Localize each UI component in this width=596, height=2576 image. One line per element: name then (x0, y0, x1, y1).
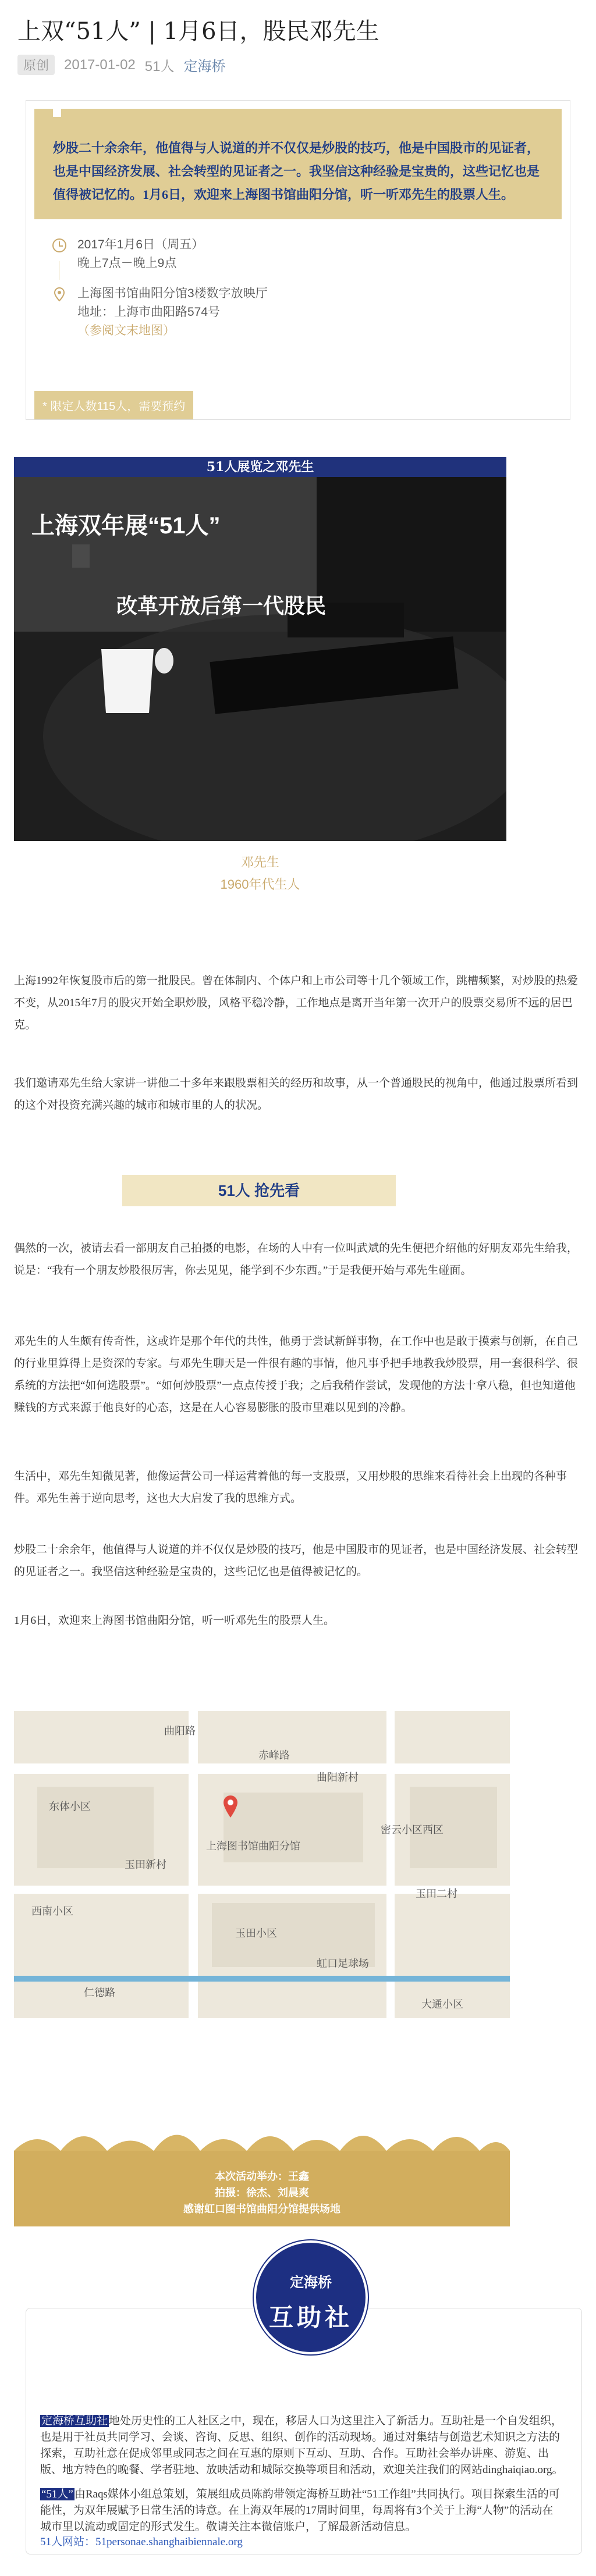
event-intro-text: 炒股二十余余年，他值得与人说道的并不仅仅是炒股的技巧，他是中国股市的见证者，也是中国经济发展、社会转型的见证者之一。我坚信这种经验是宝贵的，这些记忆也是值得被记忆的。1月6日，欢迎来上海图书馆曲阳分馆，听一听邓先生的股票人生。 (53, 141, 540, 202)
photo-caption-name: 邓先生 (240, 855, 279, 870)
paragraph-meeting: 偶然的一次，被请去看一部朋友自己拍摄的电影，在场的人中有一位叫武斌的先生便把介绍他的好朋友邓先生给我，说是：“我有一个朋友炒股很厉害，你去见见，能学到不少东西。”于是我便开始与邓先生碰面。 (14, 1242, 579, 1277)
map-label: 曲阳路 (164, 1725, 196, 1737)
credits-banner (14, 2064, 510, 2226)
paragraph-closing: 1月6日，欢迎来上海图书馆曲阳分馆，听一听邓先生的股票人生。 (14, 1615, 335, 1627)
event-place-row (52, 284, 544, 340)
project-desc-text: 由Raqs媒体小组总策划，策展组成员陈韵带领定海桥互助社“51工作组”共同执行。项目探索生活的可能性，为双年展赋予日常生活的诗意。在上海双年展的17周时间里，每周将有3个关于上海“人物”的活动在城市里以流动或固定的形式发生。敬请关注本微信账户，了解最新活动信息。 (40, 2488, 560, 2533)
credits-thanks: 感谢虹口图书馆曲阳分馆提供场地 (183, 2203, 340, 2215)
clock-icon (52, 238, 67, 253)
project-name: “51人” (41, 2488, 73, 2500)
project-description (40, 2486, 564, 2535)
paragraph-intro: 上海1992年恢复股市后的第一批股民。曾在体制内、个体户和上市公司等十几个领域工作，跳槽频繁，对炒股的热爱不变，从2015年7月的股灾开始全职炒股，风格平稳冷静，工作地点是离开当年第一次开户的股票交易所不远的居巴克。 (14, 975, 579, 1031)
map-label: 赤峰路 (258, 1750, 290, 1761)
location-map[interactable] (14, 1711, 510, 2018)
map-label: 东体小区 (49, 1801, 91, 1812)
original-badge: 原创 (17, 55, 55, 75)
event-intro-box (34, 109, 562, 219)
map-label: 西南小区 (31, 1905, 73, 1917)
website-label: 51人网站： (40, 2536, 96, 2548)
paragraph-invitation: 我们邀请邓先生给大家讲一讲他二十多年来跟股票相关的经历和故事，从一个普通股民的视角中，他通过股票所看到的这个对投资充满兴趣的城市和城市里的人的状况。 (14, 1077, 579, 1111)
event-time-row (52, 236, 544, 273)
event-venue: 上海图书馆曲阳分馆3楼数字放映厅 (77, 287, 268, 300)
location-pin-icon (52, 287, 67, 302)
event-hours: 晚上7点－晚上9点 (77, 256, 177, 270)
credits-organizer: 本次活动举办：王鑫 (215, 2171, 309, 2182)
hero-banner: 51人展览之邓先生 (14, 457, 506, 477)
hero-title: 上海双年展“51人” (31, 513, 221, 539)
author-link[interactable]: 定海桥 (183, 59, 226, 74)
hero-photo (14, 457, 506, 841)
section-heading (122, 1175, 396, 1206)
event-address: 地址：上海市曲阳路574号 (77, 305, 221, 319)
hero-subtitle: 改革开放后第一代股民 (116, 594, 327, 618)
map-label: 密云小区西区 (381, 1824, 444, 1836)
org-desc-text: 地处历史性的工人社区之中，现在，移居人口为这里注入了新活力。互助社是一个自发组织，也是用于社员共同学习、会谈、咨询、反思、组织、创作的活动现场。通过对集结与创造艺术知识之方法的探索，互助社意在促成邻里或同志之间在互惠的原则下互动、互助、合作。互助社会举办讲座、游览、出版、地方特色的晚餐、学者驻地、放映活动和城际交换等项目和活动，欢迎关注我们的网站dinghaiqiao.org。 (40, 2415, 563, 2476)
map-label: 曲阳新村 (317, 1772, 359, 1783)
paragraph-character: 邓先生的人生颇有传奇性，这或许是那个年代的共性，他勇于尝试新鲜事物，在工作中也是敢于摸索与创新，在自己的行业里算得上是资深的专家。与邓先生聊天是一件很有趣的事情，他凡事乎把手地教我炒股票，用一套很科学、很系统的方法把“如何选股票”。“如何炒股票”一点点传授于我；之后我稍作尝试，发现他的方法十拿八稳，但也知道他赚钱的方式来源于他良好的心态，这是在人心容易膨胀的股市里难以见到的冷静。 (14, 1335, 579, 1414)
map-label: 玉田新村 (125, 1859, 166, 1870)
paragraph-witness: 炒股二十余余年，他值得与人说道的并不仅仅是炒股的技巧，他是中国股市的见证者，也是中国经济发展、社会转型的见证者之一。我坚信这种经验是宝贵的，这些记忆也是值得被记忆的。 (14, 1544, 579, 1578)
map-label: 虹口足球场 (317, 1958, 369, 1969)
capacity-note: * 限定人数115人，需要预约 (34, 391, 193, 419)
map-reference-link[interactable]: （参阅文末地图） (77, 324, 175, 337)
article-header (0, 0, 596, 75)
photo-caption-era: 1960年代生人 (220, 877, 300, 892)
logo-top-text: 定海桥 (290, 2275, 332, 2290)
article-meta (17, 55, 579, 75)
dinghaiqiao-logo (254, 2240, 368, 2354)
article-title: 上双“51人” | 1月6日，股民邓先生 (17, 18, 379, 45)
website-line (40, 2534, 564, 2550)
map-label: 玉田小区 (235, 1927, 277, 1939)
publish-date: 2017-01-02 (64, 56, 136, 73)
event-card (26, 100, 570, 420)
map-label: 上海图书馆曲阳分馆 (206, 1840, 300, 1852)
org-name: 定海桥互助社 (41, 2415, 108, 2427)
credits-photographers: 拍摄：徐杰、刘晨爽 (215, 2187, 309, 2199)
account-name: 51人 (144, 59, 175, 74)
website-link[interactable]: 51personae.shanghaibiennale.org (95, 2536, 243, 2548)
logo-bottom-text: 互助社 (268, 2303, 353, 2332)
event-date: 2017年1月6日（周五） (77, 238, 204, 251)
map-label: 玉田二村 (416, 1888, 457, 1900)
map-label: 大通小区 (421, 1998, 463, 2010)
section-title: 51人 抢先看 (218, 1182, 300, 1199)
org-description (40, 2413, 564, 2478)
map-label: 仁德路 (84, 1987, 115, 1998)
map-pin-icon (222, 1795, 239, 1819)
paragraph-life: 生活中，邓先生知微见著，他像运营公司一样运营着他的每一支股票，又用炒股的思维来看待社会上出现的各种事件。邓先生善于逆向思考，这也大大启发了我的思维方式。 (14, 1470, 567, 1505)
